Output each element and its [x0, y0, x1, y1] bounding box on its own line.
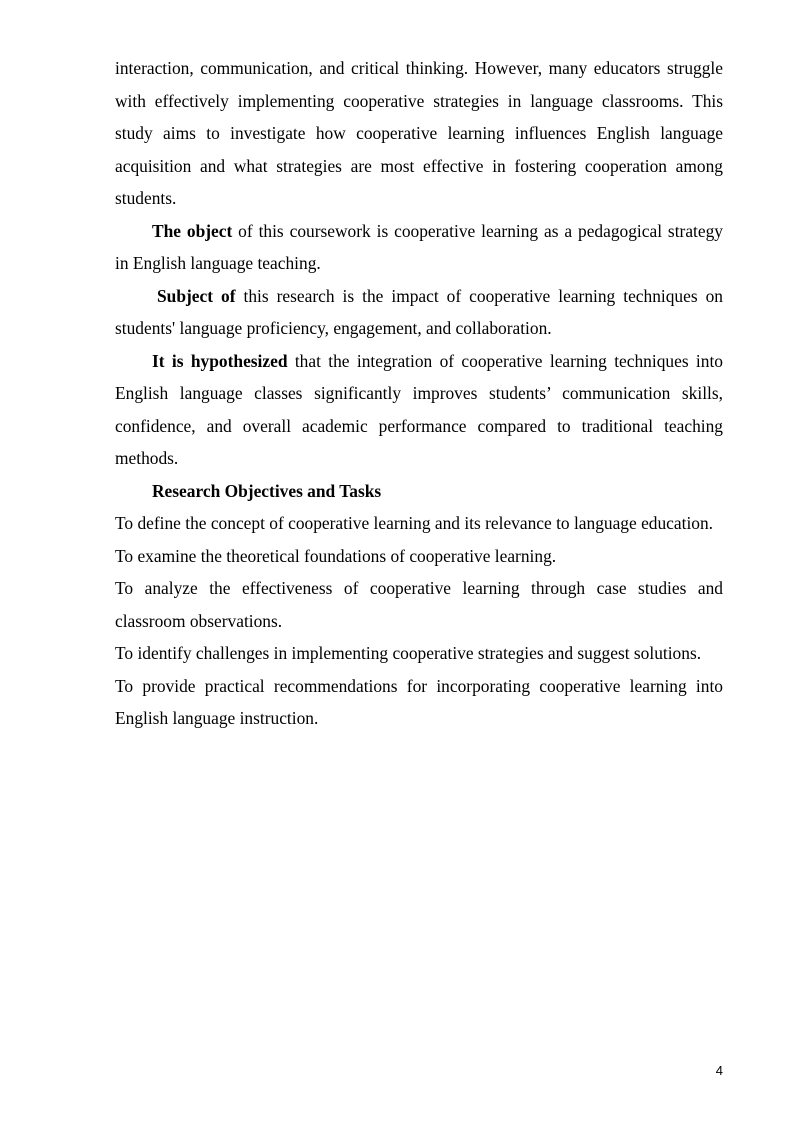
task-item: To define the concept of cooperative learning and its relevance to language education.: [115, 513, 714, 533]
objectives-heading: Research Objectives and Tasks: [152, 480, 382, 501]
task-item: To provide practical recommendations for incorporating cooperative learning into English language instruction.: [115, 675, 723, 728]
page-number: 4: [715, 1063, 723, 1078]
object-label: The object: [152, 220, 233, 241]
subject-label: Subject of: [157, 285, 236, 306]
hypothesis-text: that the integration of cooperative learning techniques into English language classes significantly improves students’ communication skills, confidence, and overall academic performance compared to traditional teaching methods.: [115, 350, 723, 468]
document-page-content: [115, 52, 723, 735]
task-item: To identify challenges in implementing cooperative strategies and suggest solutions.: [115, 643, 702, 663]
task-item: To examine the theoretical foundations of cooperative learning.: [115, 545, 557, 566]
subject-paragraph: [115, 280, 723, 345]
object-paragraph: [115, 215, 723, 280]
task-item: To analyze the effectiveness of cooperative learning through case studies and classroom observations.: [115, 578, 723, 631]
object-text: of this coursework is cooperative learning as a pedagogical strategy in English language teaching.: [115, 220, 723, 273]
intro-continuation-paragraph: interaction, communication, and critical thinking. However, many educators struggle with effectively implementing cooperative strategies in language classrooms. This study aims to investigate how cooperative learning influences English language acquisition and what strategies are most effective in fostering cooperation among students.: [115, 58, 723, 208]
hypothesis-paragraph: [115, 345, 723, 475]
hypothesis-label: It is hypothesized: [152, 350, 288, 371]
subject-text: this research is the impact of cooperative learning techniques on students' language proficiency, engagement, and collaboration.: [115, 285, 723, 338]
